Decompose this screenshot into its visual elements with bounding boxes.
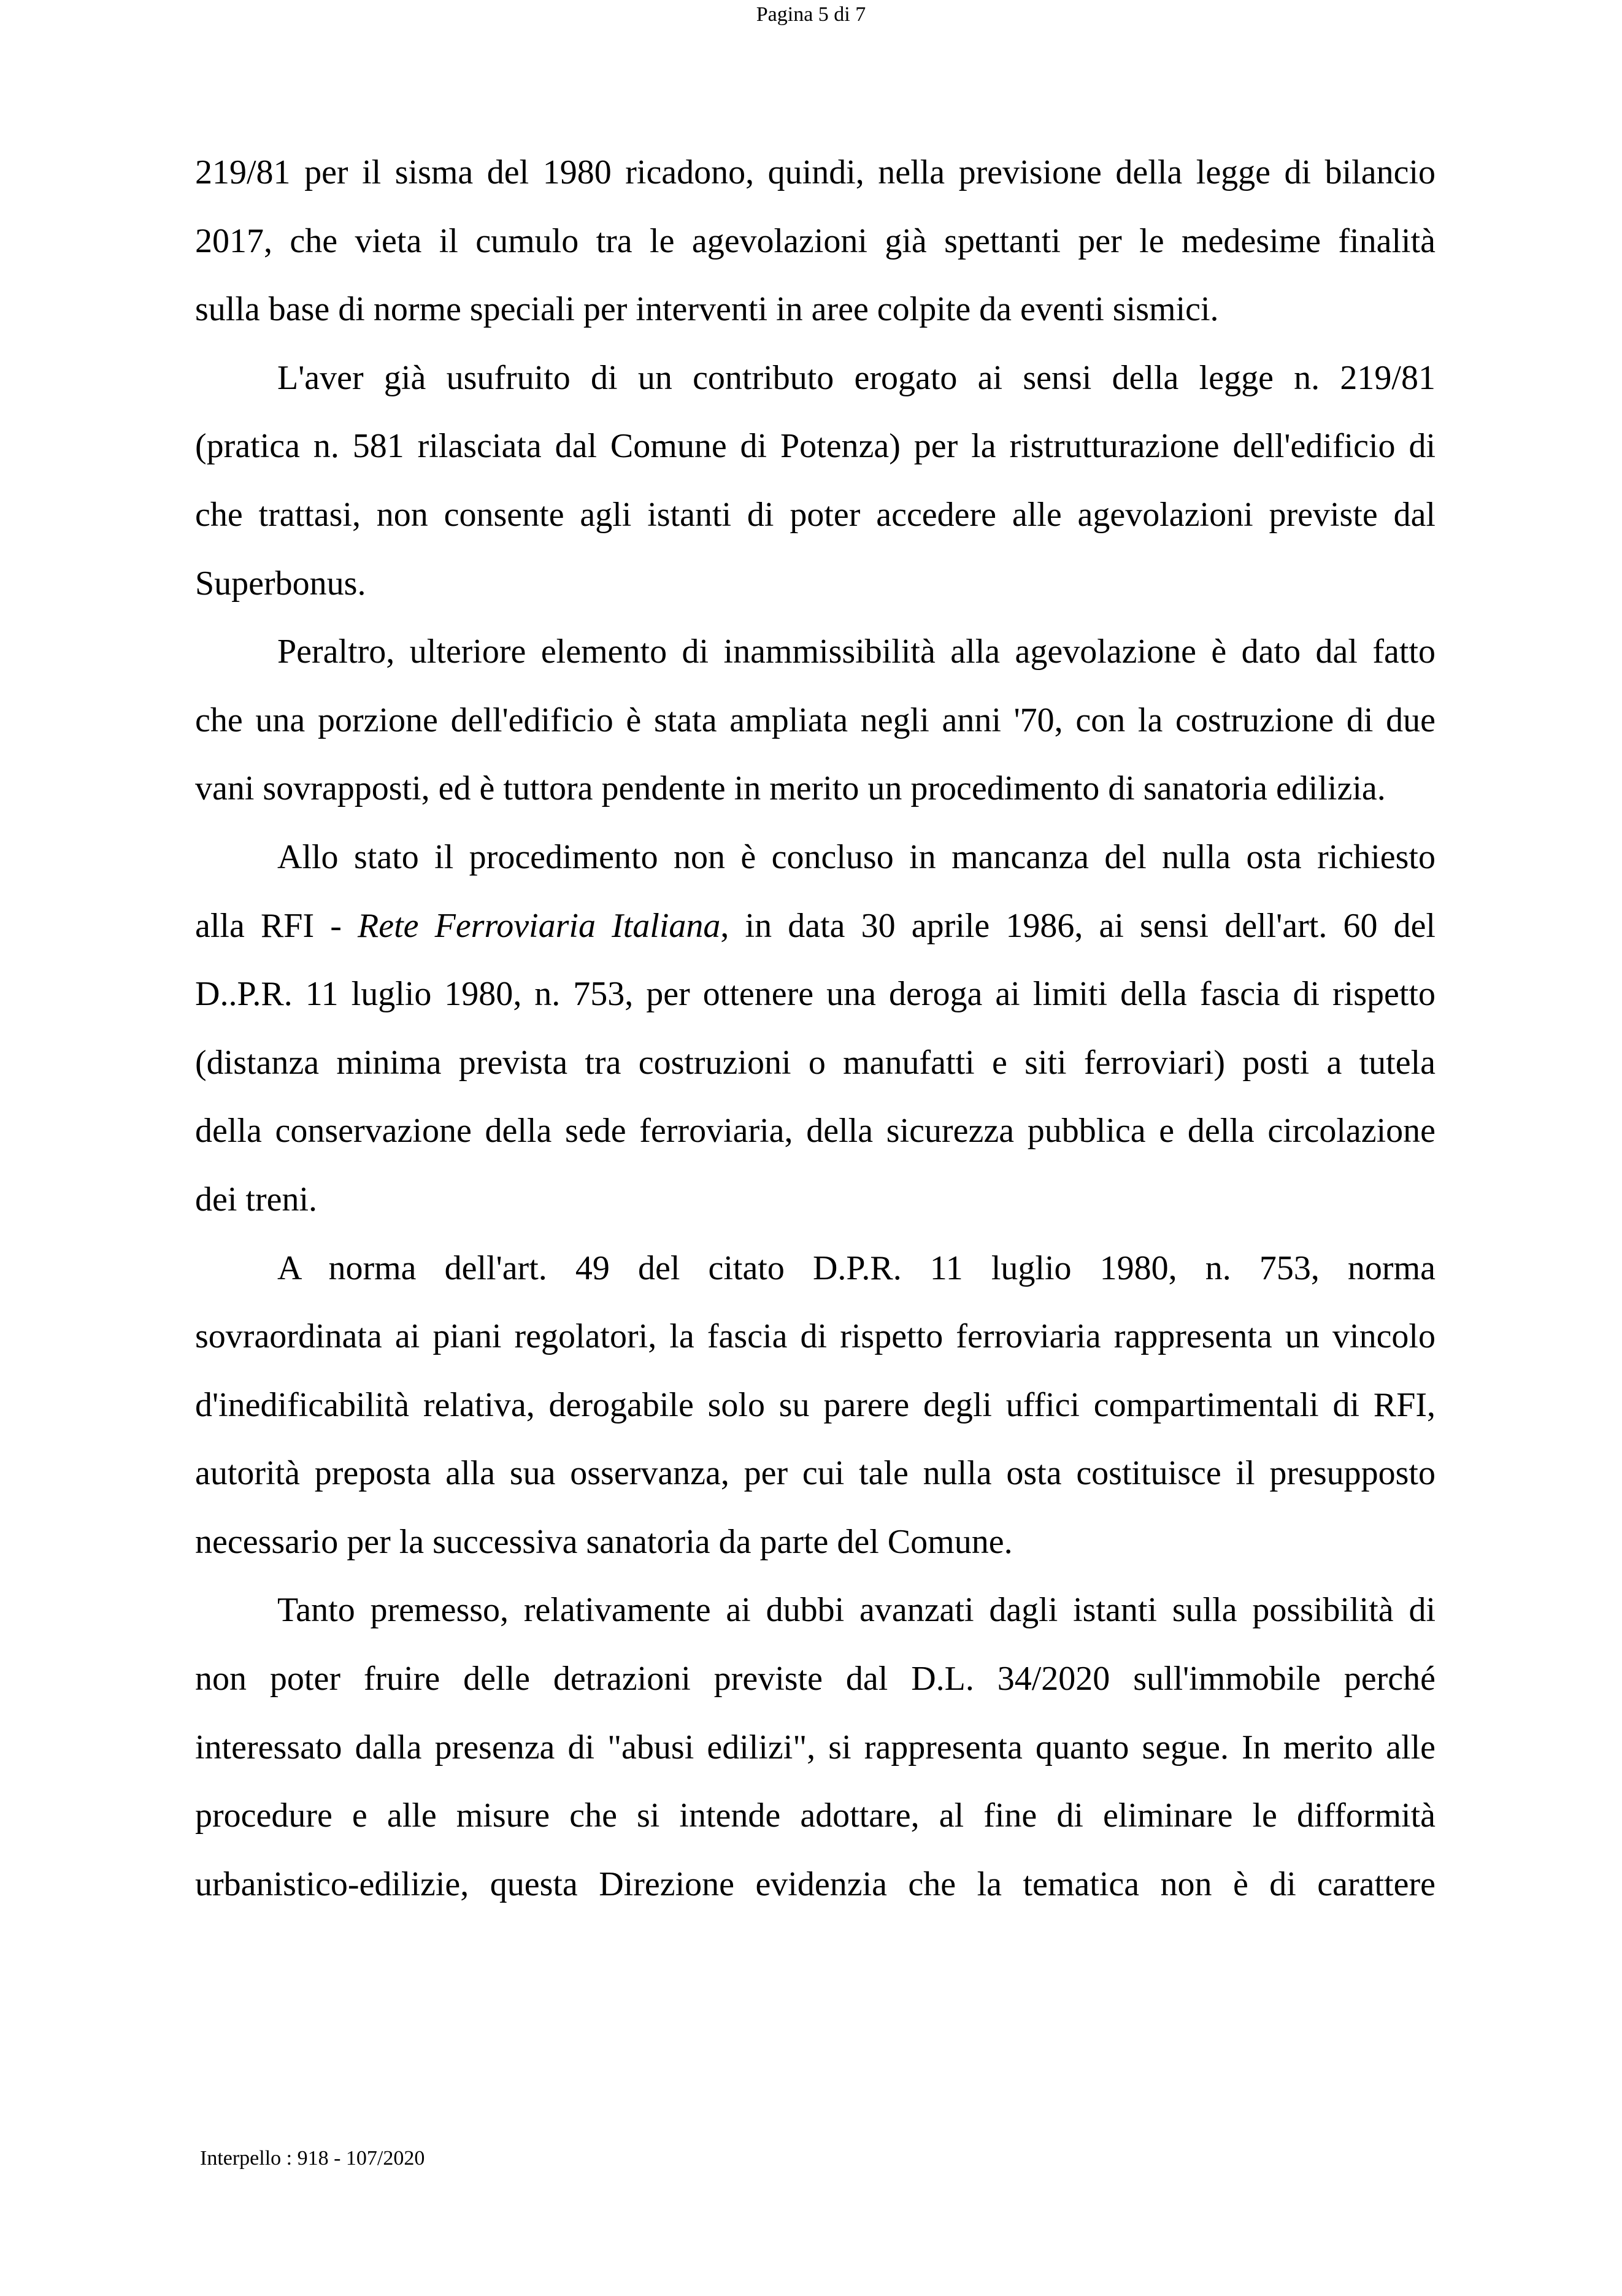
rfi-name-italic: Rete Ferroviaria Italiana [358, 906, 721, 945]
text-line: D..P.R. 11 luglio 1980, n. 753, per ottenere una deroga ai limiti della fascia di rispetto [195, 975, 1436, 1014]
text-line: (pratica n. 581 rilasciata dal Comune di Potenza) per la ristrutturazione dell'edificio di [195, 427, 1436, 466]
text-line: dei treni. [195, 1180, 318, 1219]
paragraph-5 [195, 1235, 1436, 1577]
paragraph-4 [195, 823, 1436, 1235]
text-line: L'aver già usufruito di un contributo erogato ai sensi della legge n. 219/81 [277, 358, 1436, 397]
text-line: della conservazione della sede ferroviaria, della sicurezza pubblica e della circolazione [195, 1112, 1436, 1150]
text-line: sulla base di norme speciali per interventi in aree colpite da eventi sismici. [195, 290, 1219, 329]
paragraph-3 [195, 618, 1436, 823]
text-line: autorità preposta alla sua osservanza, per cui tale nulla osta costituisce il presupposto [195, 1454, 1436, 1493]
page-footer [200, 2145, 425, 2172]
page-number: Pagina 5 di 7 [756, 3, 866, 26]
text-line: Superbonus. [195, 564, 366, 603]
text-line: A norma dell'art. 49 del citato D.P.R. 11 luglio 1980, n. 753, norma [277, 1249, 1436, 1287]
paragraph-1 [195, 139, 1436, 344]
text-line: non poter fruire delle detrazioni previste dal D.L. 34/2020 sull'immobile perché [195, 1660, 1436, 1698]
text-line: Tanto premesso, relativamente ai dubbi avanzati dagli istanti sulla possibilità di [277, 1591, 1436, 1630]
interpello-reference: Interpello : 918 - 107/2020 [200, 2147, 425, 2170]
text-line: sovraordinata ai piani regolatori, la fascia di rispetto ferroviaria rappresenta un vincolo [195, 1317, 1436, 1356]
text-line: che una porzione dell'edificio è stata ampliata negli anni '70, con la costruzione di due [195, 701, 1436, 739]
text-line-rfi [195, 892, 1436, 961]
text-line: necessario per la successiva sanatoria da parte del Comune. [195, 1522, 1013, 1561]
paragraph-6 [195, 1576, 1436, 1919]
page-header [0, 1, 1622, 28]
text-line: d'inedificabilità relativa, derogabile solo su parere degli uffici compartimentali di RFI, [195, 1385, 1436, 1424]
text-line: (distanza minima prevista tra costruzioni o manufatti e siti ferroviari) posti a tutela [195, 1043, 1436, 1082]
rfi-text-before: alla RFI - [195, 906, 358, 945]
text-line: Allo stato il procedimento non è concluso in mancanza del nulla osta richiesto [277, 838, 1436, 876]
text-line: Peraltro, ulteriore elemento di inammissibilità alla agevolazione è dato dal fatto [277, 633, 1436, 671]
paragraph-2 [195, 344, 1436, 618]
text-line: che trattasi, non consente agli istanti di poter accedere alle agevolazioni previste dal [195, 495, 1436, 534]
document-body [195, 139, 1436, 1919]
text-line: procedure e alle misure che si intende adottare, al fine di eliminare le difformità [195, 1797, 1436, 1835]
text-line: interessato dalla presenza di "abusi edilizi", si rappresenta quanto segue. In merito alle [195, 1728, 1436, 1766]
text-line: urbanistico-edilizie, questa Direzione evidenzia che la tematica non è di carattere [195, 1865, 1436, 1903]
text-line: vani sovrapposti, ed è tuttora pendente in merito un procedimento di sanatoria edilizia. [195, 769, 1386, 808]
text-line: 2017, che vieta il cumulo tra le agevolazioni già spettanti per le medesime finalità [195, 222, 1436, 260]
text-line: 219/81 per il sisma del 1980 ricadono, quindi, nella previsione della legge di bilancio [195, 153, 1436, 191]
rfi-text-after: , in data 30 aprile 1986, ai sensi dell'art. 60 del [720, 906, 1436, 945]
